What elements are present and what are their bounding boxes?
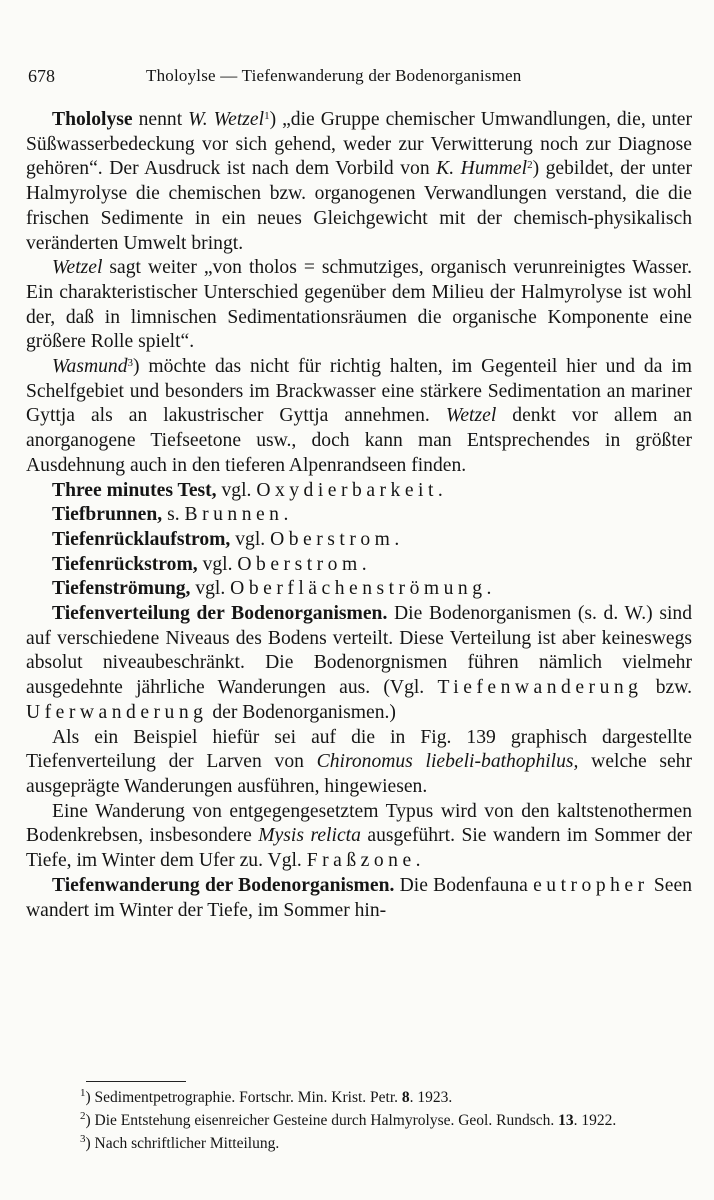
author-name: K. Hummel (436, 158, 528, 180)
footnote: $^3$) Nach schriftlicher Mitteilung. (80, 1133, 280, 1152)
footnotes (22, 1086, 690, 1155)
page-header (28, 66, 690, 92)
paragraph-wasmund: Wasmund$^3$) möchte das nicht für richtig halten, im Gegenteil hier und da im Schelfgebiet und besonders im Brackwasser eine stärkere Sedimentation an mariner Gyttja als an lakustrischer Gyttja annehmen. Wetzel denkt vor allem an anorganogene Tiefseetone usw., doch kann man Entsprechendes in größter Ausdehnung auch in den tieferen Alpenrandseen finden. (26, 356, 692, 476)
author-name: Wetzel (52, 257, 103, 279)
xref-target: Oxydierbarkeit. (256, 479, 448, 501)
xref-entry: Tiefenrückstrom, vgl. Oberstrom. (52, 553, 372, 575)
species-name: Chironomus liebeli-bathophilus, (316, 751, 579, 773)
author-name: Wetzel (445, 405, 497, 427)
entry-term: Thololyse (52, 109, 133, 130)
entry-term: Tiefenwanderung der Bodenorganismen. (52, 874, 395, 896)
running-title: Tholoylse — Tiefenwanderung der Bodenorganismen (146, 66, 522, 85)
footnote-ref: 2 (527, 159, 533, 172)
author-name: W. Wetzel (188, 109, 265, 130)
paragraph-thololyse: Thololyse nennt W. Wetzel$^1$) „die Gruppe chemischer Umwandlungen, die, unter Süßwasserbedeckung vor sich gehend, weder zur Verwitterung noch zur Diagnose gehören“. Der Ausdruck ist nach dem Vorbild von K. Hummel$^2$) gebildet, der unter Halmyrolyse die chemischen bzw. organogenen Verwandlungen verstand, die die frischen Sedimente in ein neues Gleichgewicht mit der chemisch-physikalisch veränderten Umwelt bringt. (26, 109, 693, 254)
footnote-ref: 3 (127, 357, 133, 370)
footnote-ref: 1 (264, 110, 270, 122)
footnote-divider (86, 1081, 186, 1082)
paragraph-wetzel: Wetzel sagt weiter „von tholos = schmutziges, organisch verunreinigtes Wasser. Ein charakteristischer Unterschied gegenüber dem Milieu der Halmyrolyse ist wohl der, daß in limnischen Sedimentationsräumen die organische Komponente eine größere Rolle spielt“. (26, 257, 692, 353)
species-name: Mysis relicta (258, 825, 361, 847)
paragraph-tiefenwanderung: Tiefenwanderung der Bodenorganismen. Die Bodenfauna eutropher Seen wandert im Winter der Tiefe, im Sommer hin- (26, 874, 692, 921)
paragraph-chironomus: Als ein Beispiel hiefür sei auf die in Fig. 139 graphisch dargestellte Tiefenverteilung der Larven von Chironomus liebeli-bathophilus, welche sehr ausgeprägte Wanderungen ausführen, hingewiesen. (26, 726, 693, 797)
xref-target: Oberstrom. (270, 528, 404, 550)
xref-entry: Tiefenrücklaufstrom, vgl. Oberstrom. (52, 528, 404, 550)
xref-entry: Tiefbrunnen, s. Brunnen. (52, 504, 293, 526)
xref-entry: Three minutes Test, vgl. Oxydierbarkeit. (52, 479, 448, 501)
paragraph-mysis: Eine Wanderung von entgegengesetztem Typus wird von den kaltstenothermen Bodenkrebsen, insbesondere Mysis relicta ausgeführt. Sie wandern im Sommer der Tiefe, im Winter dem Ufer zu. Vgl. Fraßzone. (26, 800, 692, 872)
body-text (26, 108, 692, 923)
xref-target: Brunnen. (184, 504, 293, 526)
author-name: Wasmund (52, 356, 128, 378)
paragraph-tiefenverteilung: Tiefenverteilung der Bodenorganismen. Die Bodenorganismen (s. d. W.) sind auf verschiedene Niveaus des Bodens verteilt. Diese Verteilung ist aber keineswegs absolut niveaubeschränkt. Die Bodenorgnismen führen nämlich vielmehr ausgedehnte jährliche Wanderungen aus. (Vgl. Tiefenwanderung bzw. Uferwanderung der Bodenorganismen.) (26, 603, 692, 723)
xref-target: Oberflächenströmung. (230, 578, 496, 600)
xref-entry: Tiefenströmung, vgl. Oberflächenströmung. (52, 578, 496, 600)
entry-term: Tiefenverteilung der Bodenorganismen. (52, 603, 388, 625)
footnote: $^1$) Sedimentpetrographie. Fortschr. Min. Krist. Petr. 8. 1923. (80, 1087, 453, 1106)
footnote: $^2$) Die Entstehung eisenreicher Gesteine durch Halmyrolyse. Geol. Rundsch. 13. 1922. (80, 1110, 617, 1129)
xref-target: Oberstrom. (237, 553, 372, 575)
page-number: 678 (28, 66, 55, 86)
